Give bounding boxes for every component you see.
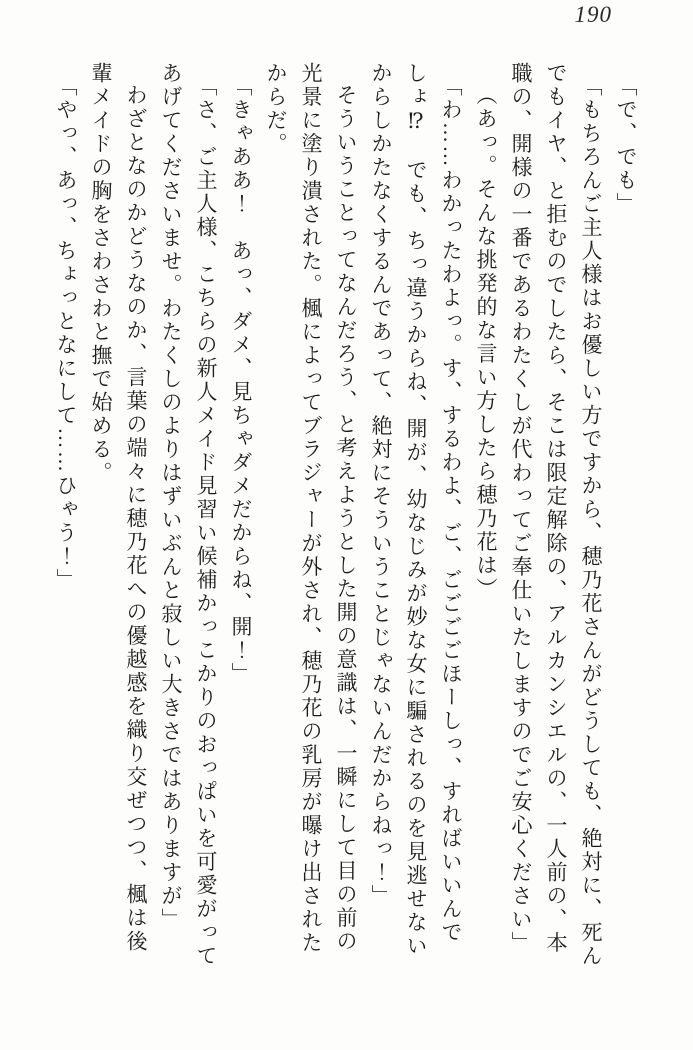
text-line: 輩メイドの胸をさわさわと撫で始める。 — [89, 62, 113, 485]
text-line: 光景に塗り潰された。楓によってブラジャーが外され、穂乃花の乳房が曝け出された — [299, 62, 323, 955]
text-line: 「で、でも」 — [614, 74, 638, 216]
text-line: 「わ……わかったわよっ。す、するわよ、ご、ごごごごほーしっ、すればいいんで — [439, 74, 463, 945]
text-line: 「やっ、あっ、ちょっとなにして……ひゃう！」 — [54, 74, 78, 592]
text-line: （あっ。そんな挑発的な言い方したら穂乃花は） — [474, 84, 498, 602]
text-line: からだ。 — [264, 62, 288, 156]
text-line: わざとなのかどうなのか、言葉の端々に穂乃花への優越感を織り交ぜつつ、楓は後 — [124, 84, 148, 954]
vertical-text-block — [48, 62, 643, 987]
page-number: 190 — [574, 2, 612, 27]
text-line: あげてくださいませ。わたくしのよりはずいぶんと寂しい大きさではありますが」 — [159, 62, 183, 932]
text-line: 「きゃああ！ あっ、ダメ、見ちゃダメだからね、開！」 — [229, 74, 253, 686]
text-line: 「もちろんご主人様はお優しい方ですから、穂乃花さんがどうしても、絶対に、死ん — [579, 74, 603, 968]
text-line: しょ⁉ でも、ちっ違うからね、開が、幼なじみが妙な女に騙されるのを見逃せない — [404, 62, 428, 958]
text-line: からしかたなくするんであって、絶対にそういうことじゃないんだからねっ！」 — [369, 62, 393, 908]
text-line: 「さ、ご主人様、こちらの新人メイド見習い候補かっこかりのおっぱいを可愛がって — [194, 74, 218, 968]
text-line: でもイヤ、と拒むのでしたら、そこは限定解除の、アルカンシエルの、一人前の、本 — [544, 62, 568, 955]
text-line: 職の、開様の一番であるわたくしが代わってご奉仕いたしますのでご安心ください」 — [509, 62, 533, 955]
text-line: そういうことってなんだろう、と考えようとした開の意識は、一瞬にして目の前の — [334, 84, 358, 954]
